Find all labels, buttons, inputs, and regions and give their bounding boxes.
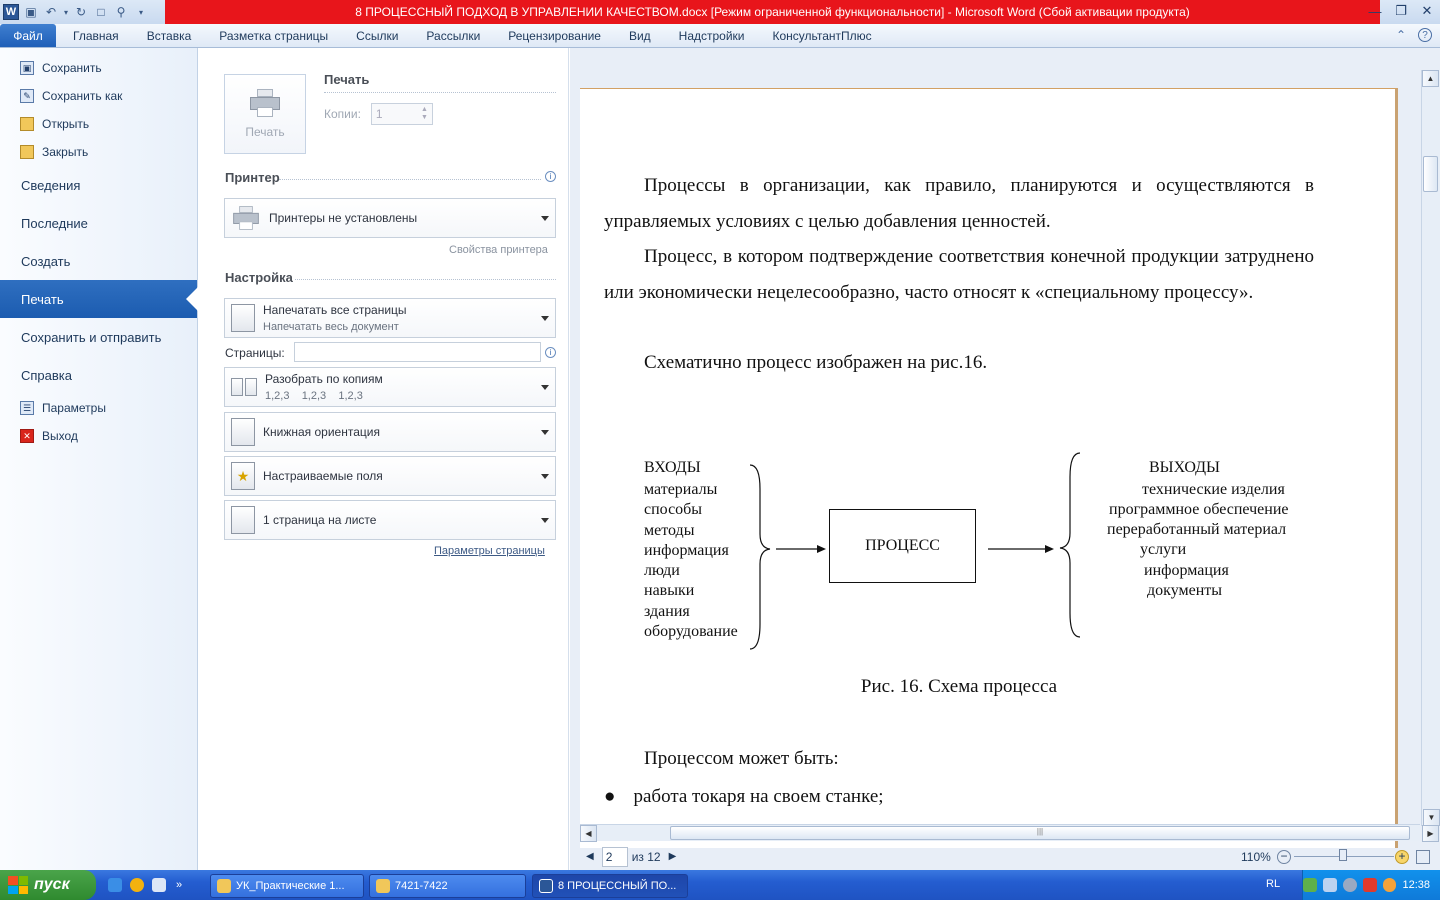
- tray-network-icon[interactable]: [1303, 878, 1317, 892]
- input-item: навыки: [644, 582, 695, 600]
- page-setup-link[interactable]: Параметры страницы: [434, 545, 545, 557]
- print-range-sub: Напечатать весь документ: [263, 321, 399, 333]
- ie-icon[interactable]: [108, 878, 122, 892]
- input-item: способы: [644, 501, 703, 519]
- nav-info[interactable]: Сведения: [21, 177, 81, 193]
- printer-info-icon[interactable]: i: [545, 171, 556, 182]
- zoom-out-icon[interactable]: −: [1277, 850, 1291, 864]
- collate-icon: [231, 378, 257, 396]
- quicklaunch-icon[interactable]: [130, 878, 144, 892]
- taskbar-item-3[interactable]: [532, 874, 688, 898]
- pages-input[interactable]: [294, 342, 541, 362]
- output-item: услуги: [1140, 541, 1187, 558]
- chevron-down-icon: [541, 316, 549, 321]
- tab-review[interactable]: Рецензирование: [508, 28, 601, 43]
- nav-new[interactable]: Создать: [21, 253, 71, 269]
- output-arrow-head: [1045, 545, 1054, 553]
- vertical-scrollbar[interactable]: [1421, 70, 1440, 826]
- tab-insert[interactable]: Вставка: [146, 28, 192, 43]
- dropdown-arrow-icon[interactable]: ▾: [63, 7, 68, 17]
- paragraph-4: Процессом может быть:: [644, 748, 839, 769]
- collate-main: Разобрать по копиям: [265, 372, 383, 386]
- ribbon-tabs: [0, 24, 1440, 48]
- printer-dropdown[interactable]: [224, 198, 556, 238]
- document-page: [580, 88, 1398, 848]
- pages-stack-icon: [231, 304, 255, 332]
- orientation-dropdown[interactable]: [224, 412, 556, 452]
- save-icon[interactable]: ▣: [25, 5, 37, 19]
- tray-antivirus-icon[interactable]: [1363, 878, 1377, 892]
- chevron-down-icon: [541, 474, 549, 479]
- single-page-icon: [231, 506, 255, 534]
- taskbar-item-label: УК_Практические 1...: [236, 880, 345, 892]
- tab-view[interactable]: Вид: [628, 28, 651, 43]
- output-item: технические изделия: [1142, 481, 1285, 498]
- input-item: люди: [644, 562, 680, 580]
- collapse-ribbon-icon[interactable]: ⌃: [1395, 28, 1406, 42]
- tray-update-icon[interactable]: [1383, 878, 1397, 892]
- save-icon: ▣: [20, 61, 34, 75]
- tab-file[interactable]: Файл: [0, 24, 56, 47]
- start-label: пуск: [34, 876, 70, 893]
- divider: [324, 92, 556, 93]
- backstage-nav: [0, 48, 198, 870]
- tray-display-icon[interactable]: [1323, 878, 1337, 892]
- nav-print[interactable]: Печать: [0, 280, 197, 318]
- new-document-icon[interactable]: □: [97, 5, 105, 19]
- copies-row: [324, 103, 433, 125]
- tab-page-layout[interactable]: Разметка страницы: [219, 28, 329, 43]
- close-icon[interactable]: ✕: [1421, 3, 1433, 18]
- zoom-level: 110%: [1241, 849, 1271, 864]
- horizontal-scrollbar[interactable]: [580, 824, 1434, 841]
- copies-label: Копии:: [324, 107, 361, 121]
- print-range-main: Напечатать все страницы: [263, 303, 407, 317]
- print-preview-icon[interactable]: ⚲: [116, 5, 126, 19]
- print-preview-area: [570, 48, 1440, 870]
- input-arrow-head: [817, 545, 826, 553]
- help-icon[interactable]: ?: [1418, 28, 1432, 42]
- clock: 12:38: [1402, 879, 1430, 891]
- pages-per-sheet-value: 1 страница на листе: [263, 513, 377, 527]
- vertical-scroll-thumb[interactable]: [1423, 156, 1438, 192]
- language-indicator[interactable]: RL: [1266, 878, 1281, 890]
- close-folder-icon: [20, 145, 34, 159]
- inputs-list: [644, 480, 738, 642]
- start-button[interactable]: [0, 870, 96, 900]
- nav-exit[interactable]: [0, 422, 197, 450]
- output-item: информация: [1144, 562, 1229, 579]
- page-total: из 12: [631, 849, 661, 864]
- bullet-dot: ●: [604, 786, 616, 807]
- nav-help[interactable]: Справка: [21, 367, 72, 383]
- inputs-title: ВХОДЫ: [644, 459, 701, 476]
- nav-close[interactable]: [0, 138, 197, 166]
- scroll-left-icon[interactable]: ◀: [580, 825, 597, 842]
- input-item: оборудование: [644, 623, 738, 641]
- quicklaunch-more-icon[interactable]: »: [176, 879, 183, 891]
- ribbon-right-controls: [1396, 28, 1432, 42]
- tray-sound-icon[interactable]: [1343, 878, 1357, 892]
- print-heading: Печать: [324, 72, 370, 87]
- customize-toolbar-icon[interactable]: ▾: [138, 7, 143, 17]
- inputs-brace: [750, 465, 770, 649]
- next-page-icon[interactable]: ▶: [668, 851, 677, 862]
- chevron-down-icon: [541, 216, 549, 221]
- collate-dropdown[interactable]: [224, 367, 556, 407]
- save-as-icon: ✎: [20, 89, 34, 103]
- taskbar-item-label: 8 ПРОЦЕССНЫЙ ПО...: [558, 880, 677, 892]
- nav-save-send[interactable]: Сохранить и отправить: [21, 329, 162, 345]
- nav-open[interactable]: [0, 110, 197, 138]
- input-item: материалы: [644, 481, 718, 498]
- nav-exit-label: Выход: [42, 429, 78, 443]
- minimize-icon[interactable]: —: [1368, 3, 1382, 19]
- preview-status-bar: [570, 843, 1440, 870]
- quick-access-toolbar: [0, 0, 165, 24]
- copies-value: 1: [375, 107, 383, 121]
- tab-references[interactable]: Ссылки: [356, 28, 399, 43]
- tab-consultant[interactable]: КонсультантПлюс: [772, 28, 872, 43]
- margins-star-icon: ★: [231, 462, 255, 490]
- output-item: переработанный материал: [1107, 521, 1287, 538]
- figure-caption: Рис. 16. Схема процесса: [860, 676, 1058, 697]
- nav-save-as[interactable]: [0, 82, 197, 110]
- system-tray: [1302, 870, 1440, 900]
- nav-recent[interactable]: Последние: [21, 215, 88, 231]
- printer-icon: [233, 206, 259, 230]
- print-range-text: [263, 303, 407, 333]
- title-bar: [0, 0, 1440, 24]
- zoom-in-icon[interactable]: +: [1395, 850, 1409, 864]
- pages-label: Страницы:: [225, 346, 285, 360]
- folder-icon: [217, 879, 231, 893]
- options-icon: ☰: [20, 401, 34, 415]
- copies-stepper[interactable]: [371, 103, 433, 125]
- print-settings-panel: [199, 48, 569, 870]
- tab-home[interactable]: Главная: [73, 28, 119, 43]
- show-desktop-icon[interactable]: [152, 878, 166, 892]
- paragraph-1: Процессы в организации, как правило, планируются и осуществляются в управляемых условиях с целью добавления ценностей.: [604, 175, 1314, 232]
- chevron-down-icon: [541, 518, 549, 523]
- collate-text: [265, 372, 383, 402]
- window-controls: [1362, 0, 1440, 24]
- orientation-value: Книжная ориентация: [263, 425, 380, 439]
- portrait-page-icon: [231, 418, 255, 446]
- nav-save-label: Сохранить: [42, 61, 102, 75]
- paragraph-2: Процесс, в котором подтверждение соответствия конечной продукции затруднено или экономически нецелесообразно, часто относят к «специальному процессу».: [604, 246, 1314, 303]
- printer-properties-link[interactable]: Свойства принтера: [449, 244, 548, 256]
- nav-options-label: Параметры: [42, 401, 106, 415]
- word-icon: [539, 879, 553, 893]
- prev-page-icon[interactable]: ◀: [586, 851, 594, 862]
- output-item: программное обеспечение: [1109, 501, 1289, 518]
- page-number-input[interactable]: 2: [602, 847, 628, 867]
- scroll-down-icon[interactable]: ▼: [1423, 809, 1440, 826]
- scroll-right-icon[interactable]: ▶: [1422, 825, 1439, 842]
- pages-info-icon[interactable]: i: [545, 347, 556, 358]
- outputs-title: ВЫХОДЫ: [1149, 459, 1220, 476]
- taskbar-item-label: 7421-7422: [395, 880, 448, 892]
- output-item: документы: [1147, 582, 1223, 599]
- undo-icon[interactable]: ↶: [45, 5, 57, 19]
- pages-per-sheet-dropdown[interactable]: [224, 500, 556, 540]
- nav-options[interactable]: [0, 394, 197, 422]
- print-button-label: Печать: [245, 125, 285, 139]
- printer-icon: [250, 89, 280, 117]
- horizontal-scroll-thumb[interactable]: |||: [670, 826, 1410, 840]
- nav-save[interactable]: [0, 54, 197, 82]
- zoom-slider-thumb[interactable]: [1339, 849, 1347, 861]
- input-item: здания: [644, 602, 690, 620]
- spin-arrows-icon[interactable]: ▲ ▼: [420, 106, 428, 121]
- chevron-down-icon: [541, 385, 549, 390]
- divider: [279, 179, 541, 180]
- outputs-brace: [1060, 453, 1080, 637]
- taskbar-item-1[interactable]: [210, 874, 364, 898]
- print-button[interactable]: [224, 74, 306, 154]
- nav-close-label: Закрыть: [42, 145, 89, 159]
- fit-page-icon[interactable]: [1416, 850, 1430, 864]
- divider: [295, 279, 556, 280]
- margins-value: Настраиваемые поля: [263, 469, 383, 483]
- process-box: ПРОЦЕСС: [829, 509, 976, 583]
- paragraph-3: Схематично процесс изображен на рис.16.: [644, 352, 988, 373]
- exit-icon: ✕: [20, 429, 34, 443]
- nav-save-as-label: Сохранить как: [42, 89, 123, 103]
- settings-heading: Настройка: [225, 270, 293, 285]
- open-folder-icon: [20, 117, 34, 131]
- restore-icon[interactable]: ❐: [1395, 3, 1407, 18]
- folder-icon: [376, 879, 390, 893]
- window-title: 8 ПРОЦЕССНЫЙ ПОДХОД В УПРАВЛЕНИИ КАЧЕСТВОМ.docx [Режим ограниченной функциональности] - Microsoft Word (Сбой активации продукта): [165, 0, 1380, 24]
- chevron-down-icon: [541, 430, 549, 435]
- printer-value: Принтеры не установлены: [269, 211, 418, 225]
- collate-sub: 1,2,3 1,2,3 1,2,3: [265, 390, 363, 402]
- taskbar-item-2[interactable]: [369, 874, 526, 898]
- printer-heading: Принтер: [225, 170, 280, 185]
- margins-dropdown[interactable]: [224, 456, 556, 496]
- print-range-dropdown[interactable]: [224, 298, 556, 338]
- tab-addins[interactable]: Надстройки: [678, 28, 745, 43]
- windows-flag-icon: [8, 876, 28, 894]
- input-item: информация: [644, 541, 729, 559]
- redo-icon[interactable]: ↻: [75, 5, 87, 19]
- scroll-up-icon[interactable]: ▲: [1422, 70, 1439, 87]
- tab-mailings[interactable]: Рассылки: [426, 28, 481, 43]
- word-app-icon[interactable]: W: [3, 4, 19, 20]
- input-item: методы: [644, 521, 695, 539]
- bullet-item: [604, 779, 884, 814]
- nav-open-label: Открыть: [42, 117, 90, 131]
- bullet-text: работа токаря на своем станке;: [633, 786, 884, 807]
